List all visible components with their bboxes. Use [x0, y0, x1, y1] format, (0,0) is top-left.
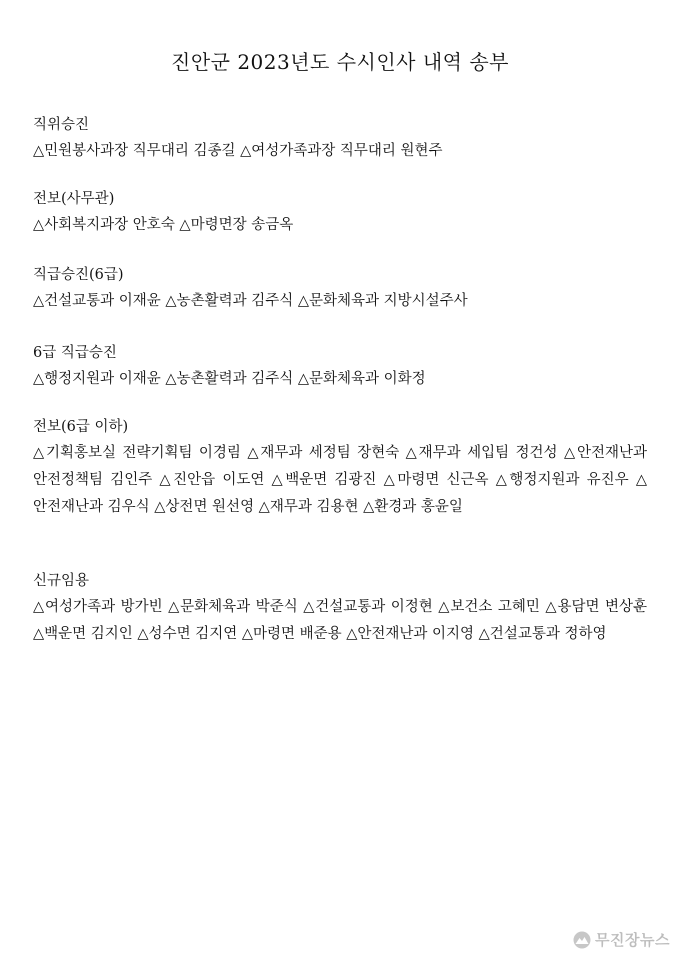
section-heading: 6급 직급승진 — [33, 345, 117, 361]
section-heading: 신규임용 — [33, 573, 90, 589]
section-heading: 전보(사무관) — [33, 191, 115, 207]
section-new-appointment — [33, 568, 647, 648]
section-body: △여성가족과 방가빈 △문화체육과 박준식 △건설교통과 이정현 △보건소 고혜민 △용담면 변상훈 △백운면 김지인 △성수면 김지연 △마령면 배준용 △안전재난과 이지영 △건설교통과 정하영 — [33, 599, 647, 642]
watermark-logo — [573, 929, 670, 950]
section-body: △민원봉사과장 직무대리 김종길 △여성가족과장 직무대리 원현주 — [33, 143, 443, 159]
section-body: △건설교통과 이재윤 △농촌활력과 김주식 △문화체육과 지방시설주사 — [33, 293, 468, 309]
section-heading: 전보(6급 이하) — [33, 419, 129, 435]
section-transfer-6-below — [33, 414, 647, 521]
section-6-grade-promotion — [33, 340, 647, 393]
page-title: 진안군 2023년도 수시인사 내역 송부 — [171, 50, 509, 74]
section-body: △기획홍보실 전략기획팀 이경림 △재무과 세정팀 장현숙 △재무과 세입팀 정건성 △안전재난과 안전정책팀 김인주 △진안읍 이도연 △백운면 김광진 △마령면 신근옥 △행정지원과 유진우 △안전재난과 김우식 △상전면 원선영 △재무과 김용현 △환경과 홍윤일 — [33, 445, 647, 515]
section-body: △행정지원과 이재윤 △농촌활력과 김주식 △문화체육과 이화정 — [33, 371, 426, 387]
section-transfer-manager — [33, 186, 647, 239]
watermark-text: 무진장뉴스 — [595, 931, 670, 949]
section-body: △사회복지과장 안호숙 △마령면장 송금옥 — [33, 217, 294, 233]
section-grade-promotion-6 — [33, 262, 647, 315]
section-heading: 직급승진(6급) — [33, 267, 124, 283]
mountain-logo-icon — [573, 931, 591, 949]
section-heading: 직위승진 — [33, 117, 90, 133]
section-position-promotion — [33, 112, 647, 165]
